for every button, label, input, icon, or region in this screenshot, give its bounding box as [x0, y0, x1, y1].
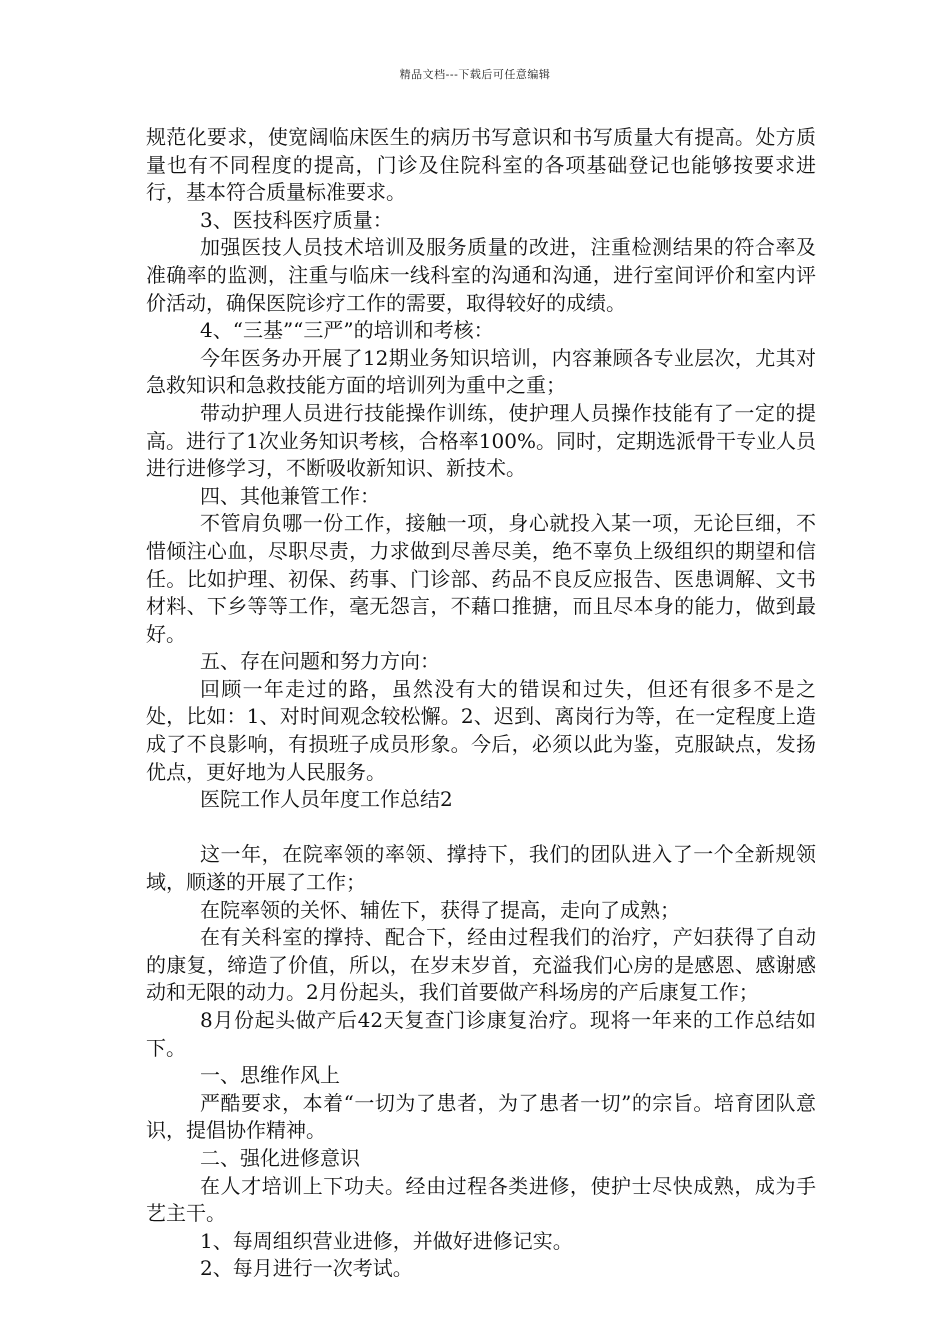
list-item: 2、每月进行一次考试。	[200, 1256, 413, 1281]
document-body	[146, 124, 816, 1283]
paragraph: 在人才培训上下功夫。经由过程各类进修，使护士尽快成熟，成为手艺主干。	[146, 1173, 816, 1226]
paragraph: 带动护理人员进行技能操作训练，使护理人员操作技能有了一定的提高。进行了1次业务知识考核，合格率100%。同时，定期选派骨干专业人员进行进修学习，不断吸收新知识、新技术。	[146, 400, 816, 481]
paragraph: 严酷要求，本着“一切为了患者，为了患者一切”的宗旨。培育团队意识，提倡协作精神。	[146, 1090, 816, 1143]
paragraph: 这一年，在院率领的率领、撑持下，我们的团队进入了一个全新规领域，顺遂的开展了工作；	[146, 842, 816, 895]
section-heading: 四、其他兼管工作：	[200, 483, 380, 508]
section-heading: 4、“三基”“三严”的培训和考核：	[200, 318, 494, 343]
paragraph: 8月份起头做产后42天复查门诊康复治疗。现将一年来的工作总结如下。	[146, 1008, 816, 1060]
paragraph: 在有关科室的撑持、配合下，经由过程我们的治疗，产妇获得了自动的康复，缔造了价值，所以，在岁末岁首，充溢我们心房的是感恩、感谢感动和无限的动力。2月份起头，我们首要做产科场房的产后康复工作；	[146, 925, 816, 1005]
paragraph: 在院率领的关怀、辅佐下，获得了提高，走向了成熟；	[200, 897, 680, 922]
paragraph: 加强医技人员技术培训及服务质量的改进，注重检测结果的符合率及准确率的监测，注重与临床一线科室的沟通和沟通，进行室间评价和室内评价活动，确保医院诊疗工作的需要，取得较好的成绩。	[146, 235, 816, 315]
blank-line	[146, 814, 816, 842]
paragraph: 今年医务办开展了12期业务知识培训，内容兼顾各专业层次，尤其对急救知识和急救技能方面的培训列为重中之重；	[146, 345, 816, 398]
document-title: 医院工作人员年度工作总结2	[200, 787, 453, 812]
section-heading: 一、思维作风上	[200, 1063, 340, 1088]
paragraph: 规范化要求，使宽阔临床医生的病历书写意识和书写质量大有提高。处方质量也有不同程度的提高，门诊及住院科室的各项基础登记也能够按要求进行，基本符合质量标准要求。	[146, 125, 816, 205]
section-heading: 3、医技科医疗质量：	[200, 207, 393, 232]
page-header: 精品文档---下载后可任意编辑	[399, 68, 551, 81]
paragraph: 不管肩负哪一份工作，接触一项，身心就投入某一项，无论巨细，不惜倾注心血，尽职尽责，力求做到尽善尽美，绝不辜负上级组织的期望和信任。比如护理、初保、药事、门诊部、药品不良反应报告、医患调解、文书材料、下乡等等工作，毫无怨言，不藉口推搪，而且尽本身的能力，做到最好。	[146, 511, 816, 646]
section-heading: 二、强化进修意识	[200, 1145, 360, 1170]
section-heading: 五、存在问题和努力方向：	[200, 649, 440, 674]
list-item: 1、每周组织营业进修，并做好进修记实。	[200, 1228, 573, 1253]
paragraph: 回顾一年走过的路，虽然没有大的错误和过失，但还有很多不是之处，比如：1、对时间观念较松懈。2、迟到、离岗行为等，在一定程度上造成了不良影响，有损班子成员形象。今后，必须以此为鉴，克服缺点，发扬优点，更好地为人民服务。	[146, 676, 816, 784]
